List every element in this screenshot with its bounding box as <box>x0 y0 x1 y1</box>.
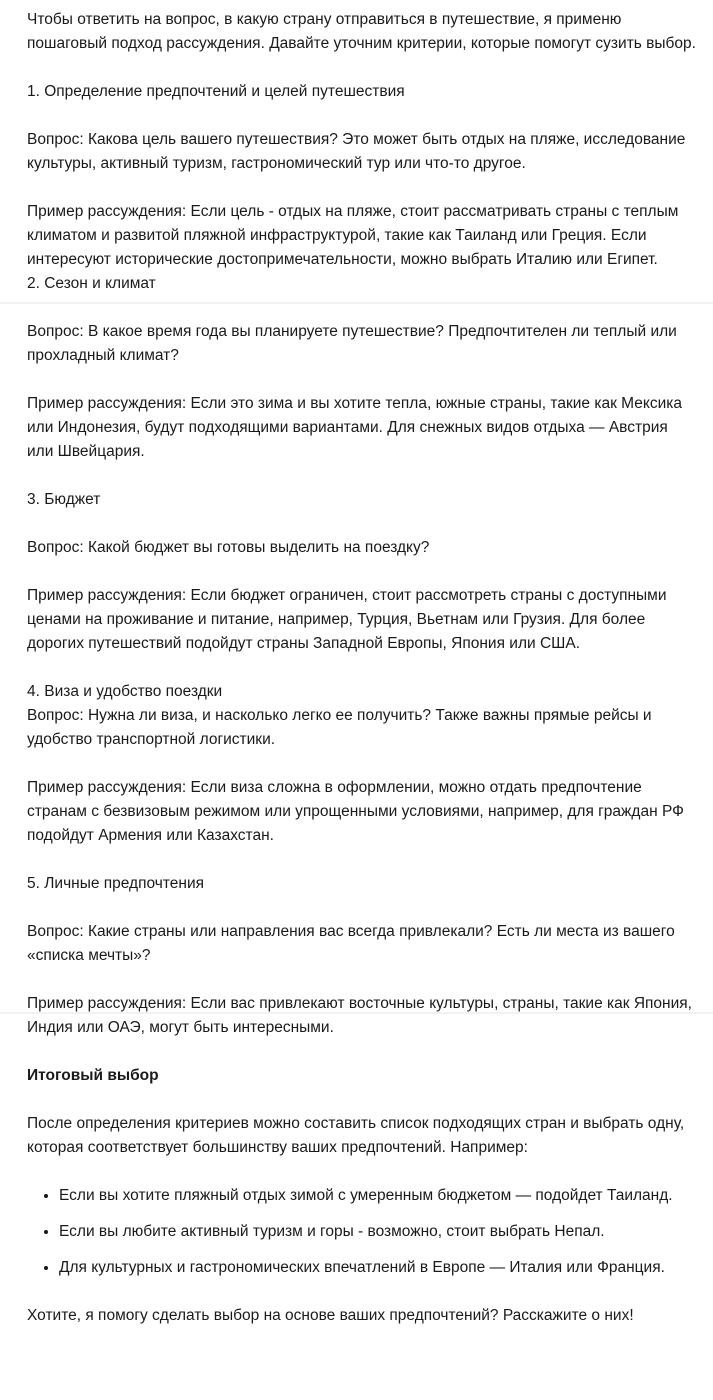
section-title: 4. Виза и удобство поездки <box>27 683 223 700</box>
closing-paragraph: Хотите, я помогу сделать выбор на основе ваших предпочтений? Расскажите о них! <box>27 1307 634 1324</box>
section-example: Пример рассуждения: Если вас привлекают восточные культуры, страны, такие как Япония, Индия или ОАЭ, могут быть интересными. <box>27 995 692 1036</box>
section-question: Вопрос: Какой бюджет вы готовы выделить на поездку? <box>27 539 430 556</box>
section-title: 3. Бюджет <box>27 491 101 508</box>
section-example: Пример рассуждения: Если цель - отдых на пляже, стоит рассматривать страны с теплым климатом и развитой пляжной инфраструктурой, такие как Таиланд или Греция. Если интересуют исторические достопримечательности, можно выбрать Италию или Египет. <box>27 203 679 268</box>
chat-message <box>27 8 697 1352</box>
intro-paragraph: Чтобы ответить на вопрос, в какую страну отправиться в путешествие, я применю пошаговый подход рассуждения. Давайте уточним критерии, которые помогут сузить выбор. <box>27 11 696 52</box>
section-question: Вопрос: Нужна ли виза, и насколько легко ее получить? Также важны прямые рейсы и удобство транспортной логистики. <box>27 707 652 748</box>
section-title: 5. Личные предпочтения <box>27 875 205 892</box>
section-title: 2. Сезон и климат <box>27 275 156 292</box>
section-question: Вопрос: В какое время года вы планируете путешествие? Предпочтителен ли теплый или прохладный климат? <box>27 323 677 364</box>
section-question: Вопрос: Какова цель вашего путешествия? Это может быть отдых на пляже, исследование культуры, активный туризм, гастрономический тур или что-то другое. <box>27 131 686 172</box>
section-question: Вопрос: Какие страны или направления вас всегда привлекали? Есть ли места из вашего «списка мечты»? <box>27 923 675 964</box>
final-list <box>27 1184 697 1280</box>
section-example: Пример рассуждения: Если бюджет ограничен, стоит рассмотреть страны с доступными ценами на проживание и питание, например, Турция, Вьетнам или Грузия. Для более дорогих путешествий подойдут страны Западной Европы, Япония или США. <box>27 587 667 652</box>
list-item: • Для культурных и гастрономических впечатлений в Европе — Италия или Франция. <box>59 1256 697 1280</box>
section-example: Пример рассуждения: Если виза сложна в оформлении, можно отдать предпочтение странам с безвизовым режимом или упрощенными условиями, например, для граждан РФ подойдут Армения или Казахстан. <box>27 779 684 844</box>
final-text: После определения критериев можно составить список подходящих стран и выбрать одну, которая соответствует большинству ваших предпочтений. Например: <box>27 1115 685 1156</box>
final-title: Итоговый выбор <box>27 1067 159 1084</box>
list-item: • Если вы любите активный туризм и горы - возможно, стоит выбрать Непал. <box>59 1220 697 1244</box>
section-example: Пример рассуждения: Если это зима и вы хотите тепла, южные страны, такие как Мексика или Индонезия, будут подходящими вариантами. Для снежных видов отдыха — Австрия или Швейцария. <box>27 395 682 460</box>
list-item: • Если вы хотите пляжный отдых зимой с умеренным бюджетом — подойдет Таиланд. <box>59 1184 697 1208</box>
section-title: 1. Определение предпочтений и целей путешествия <box>27 83 405 100</box>
